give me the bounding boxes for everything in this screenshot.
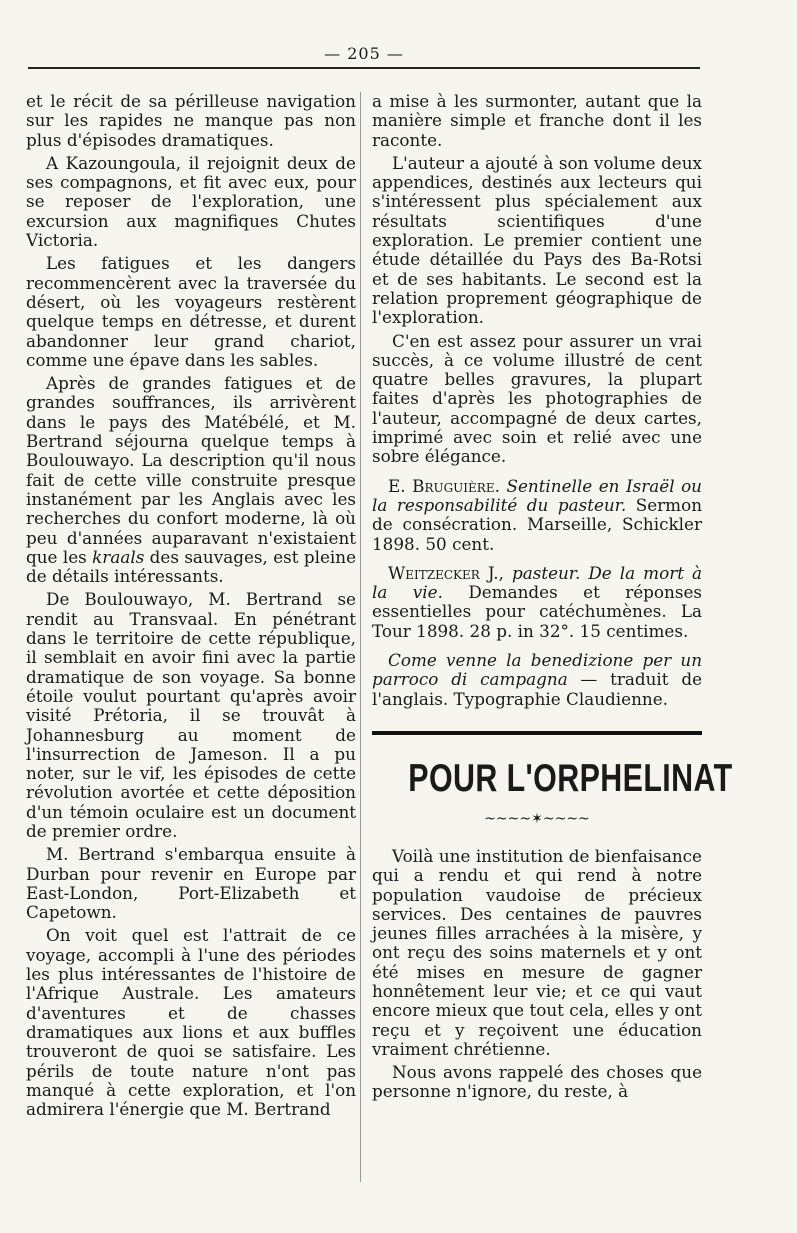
paragraph: M. Bertrand s'embarqua ensuite à Durban pour revenir en Europe par East-London, Port-Elizabeth et Capetown. (26, 844, 356, 923)
book-notice (372, 477, 702, 554)
paragraph: De Boulouwayo, M. Bertrand se rendit au Transvaal. En pénétrant dans le territoire de cette république, il semblait en avoir fini avec la partie dramatique de son voyage. Sa bonne étoile voulut pourtant qu'après avoir visité Prétoria, il se trouvât à Johannesburg au moment de l'insurrection de Jameson. Il a pu noter, sur le vif, les épisodes de cette révolution avortée et cette déposition d'un témoin oculaire est un document de premier ordre. (26, 589, 356, 841)
paragraph (26, 374, 356, 586)
notice-details: Demandes et réponses essentielles pour catéchumènes. La Tour 1898. 28 p. in 32°. 15 centimes. (372, 582, 702, 641)
notice-title: Come venne la benedizione per un parroco di campagna (372, 650, 702, 690)
section-headline: POUR L'ORPHELINAT (408, 756, 733, 800)
page-header (28, 40, 700, 70)
book-notice (372, 651, 702, 709)
notice-author: E. Bruguière. (388, 475, 500, 496)
page-number: — 205 — (324, 44, 404, 63)
right-column (372, 91, 733, 1102)
left-column (26, 92, 356, 1119)
notice-details: — traduit de l'anglais. Typographie Claudienne. (372, 669, 702, 709)
column-divider (360, 92, 361, 1182)
text-run: Après de grandes fatigues et de grandes souffrances, ils arrivèrent dans le pays des Matébélé, et M. Bertrand séjourna quelque temps à Boulouwayo. La description qu'il nous fait de cette ville construite presque instanément par les Anglais avec les recherches du confort moderne, là où peu d'années auparavant n'existaient que les (26, 373, 356, 567)
paragraph: Nous avons rappelé des choses que personne n'ignore, du reste, à (372, 1062, 702, 1102)
header-rule (28, 67, 700, 69)
notice-details: Sermon de consécration. Marseille, Schickler 1898. 50 cent. (372, 494, 702, 554)
text-run: des sauvages, est pleine de détails intéressants. (26, 546, 357, 587)
paragraph: et le récit de sa périlleuse navigation sur les rapides ne manque pas non plus d'épisodes dramatiques. (26, 91, 356, 150)
paragraph: a mise à les surmonter, autant que la manière simple et franche dont il les raconte. (372, 91, 702, 150)
paragraph: C'en est assez pour assurer un vrai succès, à ce volume illustré de cent quatre belles gravures, la plupart faites d'après les photographies de l'auteur, accompagné de deux cartes, imprimé avec soin et relié avec une sobre élégance. (372, 330, 702, 467)
paragraph: On voit quel est l'attrait de ce voyage, accompli à l'une des périodes les plus intéressantes de l'histoire de l'Afrique Australe. Les amateurs d'aventures et de chasses dramatiques aux lions et aux buffles trouveront de quoi se satisfaire. Les périls de toute nature n'ont pas manqué à cette exploration, et l'on admirera l'énergie que M. Bertrand (26, 925, 356, 1120)
paragraph: L'auteur a ajouté à son volume deux appendices, destinés aux lecteurs qui s'intéressent plus spécialement aux résultats scientifiques d'une exploration. Le premier contient une étude détaillée du Pays des Ba-Rotsi et de ses habitants. Le second est la relation proprement géographique de l'exploration. (372, 152, 702, 328)
notice-author: Weitzecker J., (388, 562, 504, 583)
notice-title: pasteur. De la mort à la vie. (372, 562, 703, 603)
book-notice (372, 564, 702, 641)
paragraph: Les fatigues et les dangers recommencèrent avec la traversée du désert, où les voyageurs restèrent quelque temps en détresse, et durent abandonner leur grand chariot, comme une épave dans les sables. (26, 253, 356, 370)
italic-term: kraals (92, 546, 145, 567)
section-rule (372, 731, 702, 735)
paragraph: A Kazoungoula, il rejoignit deux de ses compagnons, et fit avec eux, pour se reposer de l'exploration, une excursion aux magnifiques Chutes Victoria. (26, 152, 356, 251)
ornament-divider: ~~~~✶~~~~ (484, 810, 590, 827)
notice-title: Sentinelle en Israël ou la responsabilité du pasteur. (372, 475, 702, 515)
paragraph: Voilà une institution de bienfaisance qui a rendu et qui rend à notre population vaudoise de précieux services. Des centaines de pauvres jeunes filles arrachées à la misère, y ont reçu des soins maternels et y ont été mises en mesure de gagner honnêtement leur vie; et ce qui vaut encore mieux que tout cela, elles y ont reçu et y reçoivent une éducation vraiment chrétienne. (372, 845, 702, 1059)
